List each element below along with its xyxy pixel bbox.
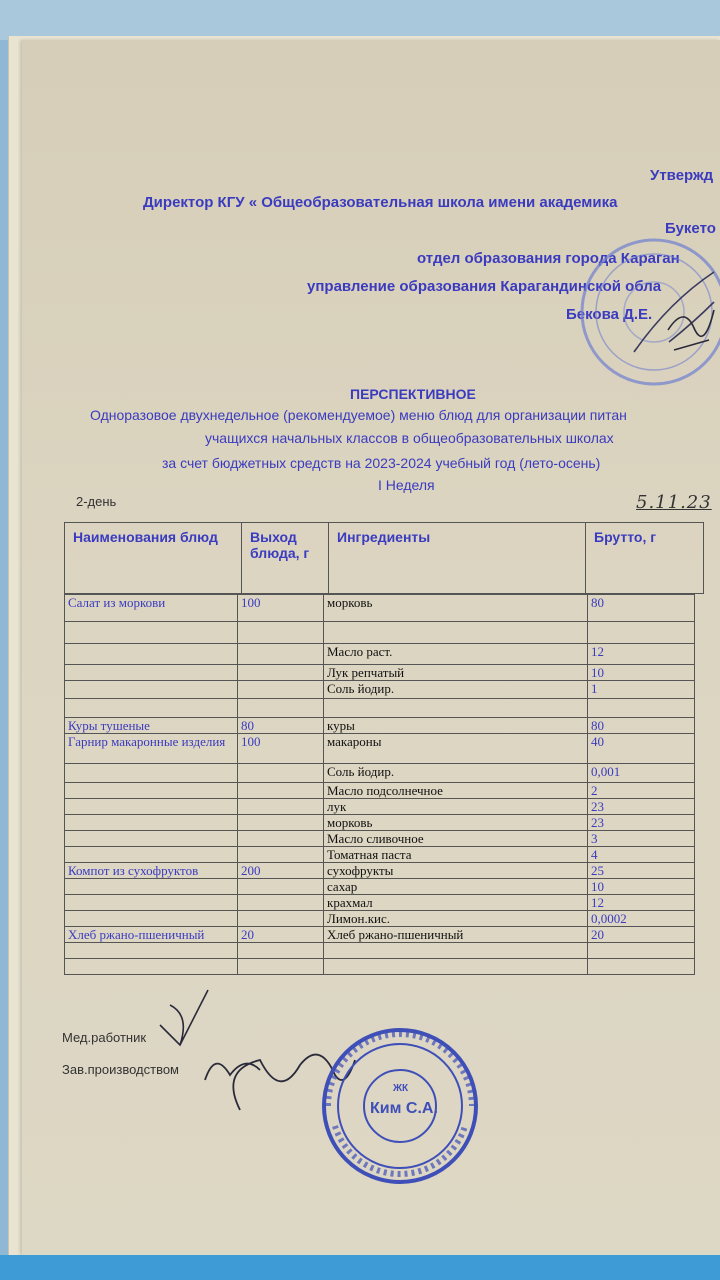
table-row <box>65 699 695 718</box>
gross-cell: 23 <box>588 799 695 815</box>
gross-cell <box>588 943 695 959</box>
table-row <box>65 815 695 831</box>
gross-cell: 40 <box>588 734 695 764</box>
gross-cell <box>588 622 695 644</box>
dish-name-cell <box>65 847 238 863</box>
handwritten-date: 5.11.23 <box>636 492 712 513</box>
ingredient-cell <box>324 622 588 644</box>
output-cell <box>238 764 324 783</box>
gross-cell <box>588 699 695 718</box>
ingredient-cell: лук <box>324 799 588 815</box>
title-week: I Неделя <box>378 477 435 493</box>
dish-name-cell <box>65 831 238 847</box>
ingredient-cell <box>324 943 588 959</box>
dish-name-cell <box>65 665 238 681</box>
table-row <box>65 943 695 959</box>
table-row <box>65 644 695 665</box>
dish-name-cell <box>65 799 238 815</box>
gross-cell: 12 <box>588 644 695 665</box>
output-cell <box>238 895 324 911</box>
gross-cell: 80 <box>588 718 695 734</box>
menu-table <box>64 594 695 975</box>
menu-table-header <box>64 522 704 594</box>
day-label: 2-день <box>76 494 117 509</box>
ingredient-cell: Масло подсолнечное <box>324 783 588 799</box>
gross-cell: 0,001 <box>588 764 695 783</box>
ingredient-cell: Томатная паста <box>324 847 588 863</box>
gross-cell: 25 <box>588 863 695 879</box>
wall-bottom <box>0 1255 720 1280</box>
output-cell <box>238 831 324 847</box>
output-cell: 20 <box>238 927 324 943</box>
output-cell <box>238 847 324 863</box>
gross-cell: 80 <box>588 595 695 622</box>
dish-name-cell <box>65 764 238 783</box>
table-row <box>65 895 695 911</box>
table-row <box>65 799 695 815</box>
title-line-2: Одноразовое двухнедельное (рекомендуемое) меню блюд для организации питан <box>90 407 627 423</box>
approval-line-1: Утвержд <box>650 167 714 184</box>
header-output: Выход блюда, г <box>242 523 329 594</box>
output-cell: 200 <box>238 863 324 879</box>
gross-cell: 2 <box>588 783 695 799</box>
approval-line-6: Бекова Д.Е. <box>566 306 653 323</box>
ingredient-cell: Масло раст. <box>324 644 588 665</box>
dish-name-cell: Хлеб ржано-пшеничный <box>65 927 238 943</box>
ingredient-cell: куры <box>324 718 588 734</box>
output-cell <box>238 943 324 959</box>
table-row <box>65 595 695 622</box>
ingredient-cell: морковь <box>324 595 588 622</box>
dish-name-cell <box>65 644 238 665</box>
ingredient-cell <box>324 959 588 975</box>
table-row <box>65 959 695 975</box>
output-cell <box>238 622 324 644</box>
dish-name-cell <box>65 959 238 975</box>
ingredient-cell: крахмал <box>324 895 588 911</box>
output-cell: 100 <box>238 734 324 764</box>
dish-name-cell <box>65 895 238 911</box>
title-line-4: за счет бюджетных средств на 2023-2024 учебный год (лето-осень) <box>162 455 601 471</box>
output-cell: 100 <box>238 595 324 622</box>
output-cell <box>238 699 324 718</box>
gross-cell: 20 <box>588 927 695 943</box>
ingredient-cell: макароны <box>324 734 588 764</box>
output-cell: 80 <box>238 718 324 734</box>
table-row <box>65 681 695 699</box>
header-ingredients: Ингредиенты <box>329 523 586 594</box>
table-row <box>65 911 695 927</box>
stamp-top-mark: ЖК <box>393 1083 409 1094</box>
table-row <box>65 783 695 799</box>
ingredient-cell: Хлеб ржано-пшеничный <box>324 927 588 943</box>
table-row <box>65 734 695 764</box>
wall-background <box>0 0 720 40</box>
ingredient-cell: морковь <box>324 815 588 831</box>
gross-cell: 12 <box>588 895 695 911</box>
footer-med-worker: Мед.работник <box>62 1030 147 1045</box>
director-signature <box>664 300 720 360</box>
gross-cell: 4 <box>588 847 695 863</box>
table-row <box>65 718 695 734</box>
dish-name-cell <box>65 699 238 718</box>
approval-line-3: Букето <box>665 220 716 237</box>
gross-cell: 10 <box>588 665 695 681</box>
output-cell <box>238 815 324 831</box>
ingredient-cell: сухофрукты <box>324 863 588 879</box>
dish-name-cell <box>65 879 238 895</box>
table-row <box>65 863 695 879</box>
ingredient-cell: Лимон.кис. <box>324 911 588 927</box>
table-row <box>65 879 695 895</box>
gross-cell: 1 <box>588 681 695 699</box>
ingredient-cell: Лук репчатый <box>324 665 588 681</box>
ingredient-cell: Соль йодир. <box>324 681 588 699</box>
dish-name-cell <box>65 911 238 927</box>
dish-name-cell <box>65 783 238 799</box>
gross-cell <box>588 959 695 975</box>
output-cell <box>238 879 324 895</box>
ingredient-cell: сахар <box>324 879 588 895</box>
title-line-3: учащихся начальных классов в общеобразовательных школах <box>205 430 614 446</box>
header-gross: Брутто, г <box>586 523 704 594</box>
output-cell <box>238 959 324 975</box>
dish-name-cell <box>65 681 238 699</box>
output-cell <box>238 783 324 799</box>
dish-name-cell: Салат из моркови <box>65 595 238 622</box>
table-row <box>65 764 695 783</box>
gross-cell: 23 <box>588 815 695 831</box>
approval-line-2: Директор КГУ « Общеобразовательная школа имени академика <box>143 194 618 211</box>
output-cell <box>238 644 324 665</box>
title-perspective: ПЕРСПЕКТИВНОЕ <box>350 386 476 402</box>
ingredient-cell: Масло сливочное <box>324 831 588 847</box>
ingredient-cell: Соль йодир. <box>324 764 588 783</box>
table-row <box>65 622 695 644</box>
dish-name-cell: Компот из сухофруктов <box>65 863 238 879</box>
dish-name-cell: Гарнир макаронные изделия <box>65 734 238 764</box>
output-cell <box>238 799 324 815</box>
gross-cell: 10 <box>588 879 695 895</box>
table-row <box>65 847 695 863</box>
table-row <box>65 831 695 847</box>
output-cell <box>238 681 324 699</box>
gross-cell: 0,0002 <box>588 911 695 927</box>
gross-cell: 3 <box>588 831 695 847</box>
stamp-name: Ким С.А. <box>370 1100 438 1117</box>
output-cell <box>238 665 324 681</box>
approval-line-5: управление образования Карагандинской обла <box>307 278 662 295</box>
dish-name-cell <box>65 815 238 831</box>
footer-production-head: Зав.производством <box>62 1062 179 1077</box>
dish-name-cell <box>65 943 238 959</box>
dish-name-cell: Куры тушеные <box>65 718 238 734</box>
output-cell <box>238 911 324 927</box>
table-row <box>65 665 695 681</box>
dish-name-cell <box>65 622 238 644</box>
approval-line-4: отдел образования города Караган <box>417 250 680 267</box>
table-row <box>65 927 695 943</box>
header-dish-name: Наименования блюд <box>65 523 242 594</box>
ingredient-cell <box>324 699 588 718</box>
